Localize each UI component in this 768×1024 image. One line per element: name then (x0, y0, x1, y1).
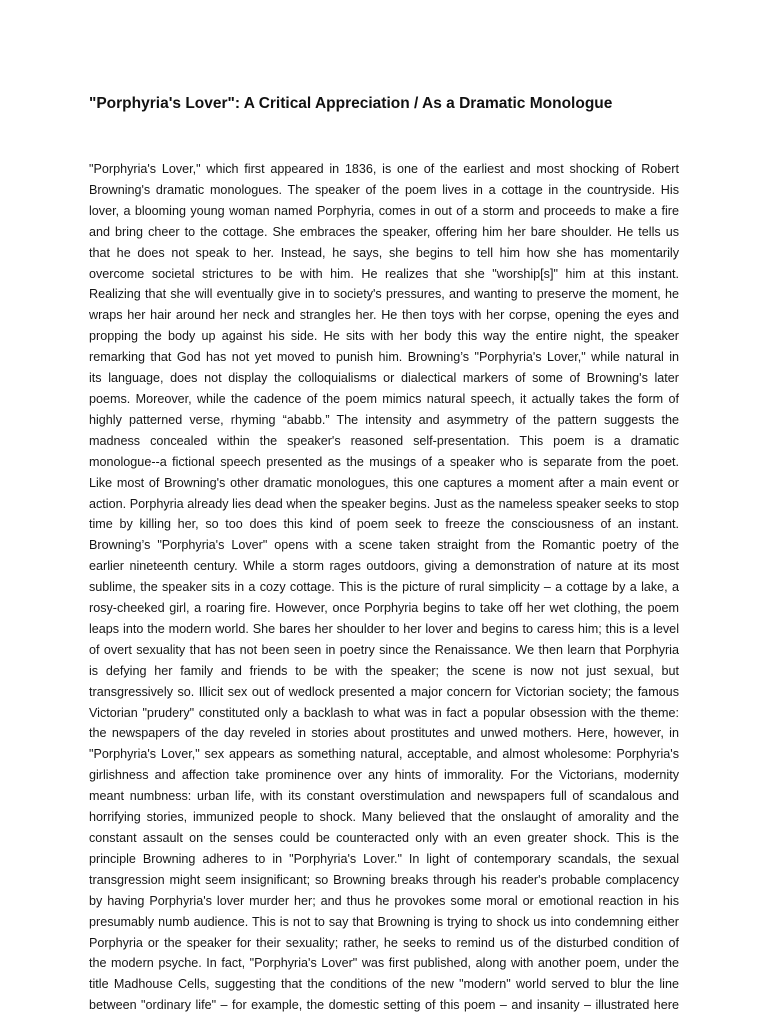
body-line: title Madhouse Cells, suggesting that the conditions of the new "modern" world served to blur the line (89, 977, 679, 992)
body-line: Like most of Browning's other dramatic monologues, this one captures a moment after a main event or (89, 475, 679, 490)
body-line: earlier nineteenth century. While a storm rages outdoors, giving a demonstration of nature at its most (89, 559, 679, 574)
body-line: Browning’s "Porphyria's Lover" opens with a scene taken straight from the Romantic poetry of the (89, 538, 679, 553)
document-title: "Porphyria's Lover": A Critical Appreciation / As a Dramatic Monologue (89, 95, 613, 112)
body-line: meant numbness: urban life, with its constant overstimulation and newspapers full of scandalous and (89, 789, 679, 804)
body-line: Browning's dramatic monologues. The speaker of the poem lives in a cottage in the countryside. His (89, 182, 679, 197)
body-line: Realizing that she will eventually give in to society's pressures, and wanting to preserve the moment, he (89, 287, 679, 302)
body-line: remarking that God has not yet moved to punish him. Browning’s "Porphyria's Lover," while natural in (89, 350, 679, 365)
body-line: horrifying stories, immunized people to shock. Many believed that the onslaught of amorality and the (89, 810, 679, 825)
body-line: transgression might seem insignificant; so Browning breaks through his reader's probable complacency (89, 872, 679, 887)
body-line: time by killing her, so too does this kind of poem seek to freeze the consciousness of an instant. (89, 517, 679, 532)
body-line: propping the body up against his side. He sits with her body this way the entire night, the speaker (89, 329, 679, 344)
document-body (89, 159, 679, 1016)
body-line: the newspapers of the day reveled in stories about prostitutes and unwed mothers. Here, however, in (89, 726, 679, 741)
body-line: overcome societal strictures to be with him. He realizes that she "worship[s]" him at this instant. (89, 266, 679, 281)
body-line: rosy-cheeked girl, a roaring fire. However, once Porphyria begins to take off her wet clothing, the poem (89, 601, 679, 616)
body-line: monologue--a fictional speech presented as the musings of a speaker who is separate from the poet. (89, 454, 679, 469)
body-line: constant assault on the senses could be counteracted only with an even greater shock. This is the (89, 831, 679, 845)
body-line: between "ordinary life" – for example, the domestic setting of this poem – and insanity – illustrated here (89, 998, 679, 1013)
body-line: madness concealed within the speaker's reasoned self-presentation. This poem is a dramatic (89, 433, 679, 448)
body-line: is defying her family and friends to be with the speaker; the scene is now not just sexual, but (89, 663, 679, 678)
body-line: wraps her hair around her neck and strangles her. He then toys with her corpse, opening the eyes and (89, 308, 679, 323)
body-line: leaps into the modern world. She bares her shoulder to her lover and begins to caress him; this is a level (89, 621, 679, 636)
body-line: "Porphyria's Lover," sex appears as something natural, acceptable, and almost wholesome: Porphyria's (89, 747, 679, 762)
body-line: presumably numb audience. This is not to say that Browning is trying to shock us into condemning either (89, 914, 679, 929)
body-line: and bring cheer to the cottage. She embraces the speaker, offering him her bare shoulder. He tells us (89, 224, 679, 239)
body-line: by having Porphyria's lover murder her; and thus he provokes some moral or emotional reaction in his (89, 893, 679, 908)
body-line: transgressively so. Illicit sex out of wedlock presented a major concern for Victorian society; the famous (89, 684, 679, 699)
body-line: lover, a blooming young woman named Porphyria, comes in out of a storm and proceeds to make a fire (89, 203, 679, 218)
body-line: the modern psyche. In fact, "Porphyria's Lover" was first published, along with another poem, under the (89, 956, 679, 971)
body-line: poems. Moreover, while the cadence of the poem mimics natural speech, it actually takes the form of (89, 391, 679, 406)
body-line: its language, does not display the colloquialisms or dialectical markers of some of Browning's later (89, 371, 679, 386)
body-line: "Porphyria's Lover," which first appeared in 1836, is one of the earliest and most shocking of Robert (89, 162, 679, 176)
body-line: girlishness and affection take prominence over any hints of immorality. For the Victorians, modernity (89, 768, 679, 783)
body-line: action. Porphyria already lies dead when the speaker begins. Just as the nameless speaker seeks to stop (89, 496, 679, 511)
body-line: Victorian "prudery" constituted only a backlash to what was in fact a popular obsession with the theme: (89, 705, 679, 720)
body-line: highly patterned verse, rhyming “ababb.” The intensity and asymmetry of the pattern suggests the (89, 412, 679, 427)
body-line: that he does not speak to her. Instead, he says, she begins to tell him how she has momentarily (89, 245, 679, 260)
body-line: Porphyria or the speaker for their sexuality; rather, he seeks to remind us of the disturbed condition of (89, 935, 679, 950)
body-line: of overt sexuality that has not been seen in poetry since the Renaissance. We then learn that Porphyria (89, 642, 679, 657)
body-line: principle Browning adheres to in "Porphyria's Lover." In light of contemporary scandals, the sexual (89, 851, 679, 866)
body-line: sublime, the speaker sits in a cozy cottage. This is the picture of rural simplicity – a cottage by a lake, a (89, 580, 679, 595)
